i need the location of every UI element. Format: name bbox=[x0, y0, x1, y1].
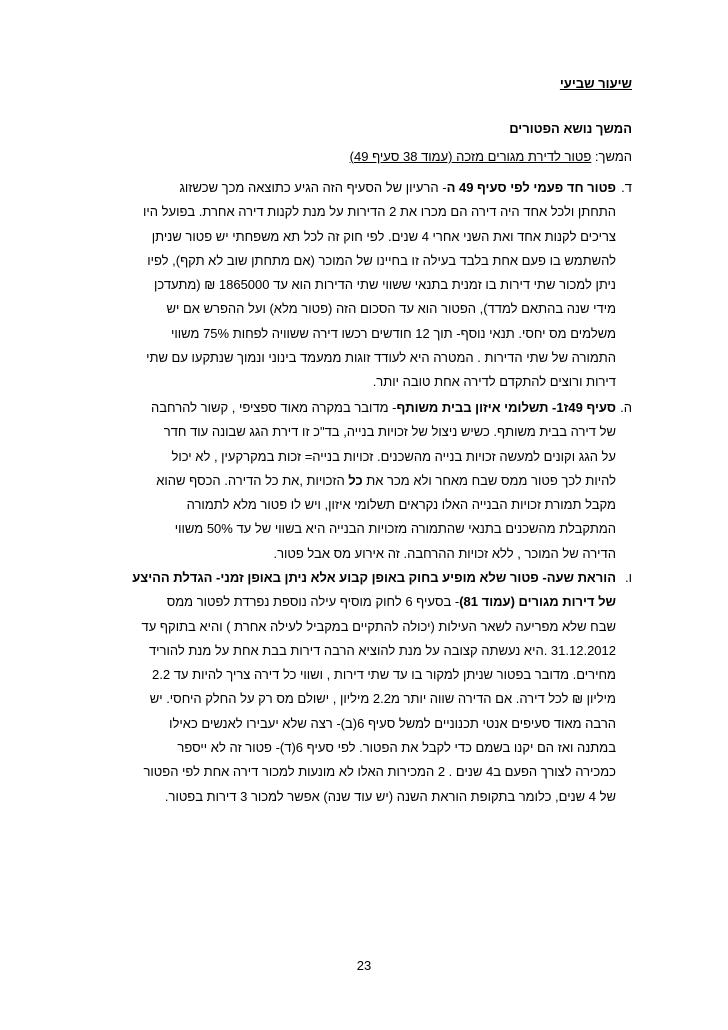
text-segment: הרבה מאוד סעיפים אנטי תכנוניים למשל סעיף 6(ב)- רצה שלא יעבירו לאנשים כאילו bbox=[169, 715, 616, 731]
text-line bbox=[96, 639, 616, 663]
text-line bbox=[96, 176, 616, 200]
bold-text: פטור חד פעמי לפי סעיף 49 ה bbox=[446, 180, 616, 195]
text-line bbox=[96, 225, 616, 249]
text-line bbox=[96, 493, 616, 517]
text-line bbox=[96, 200, 616, 224]
text-segment: - הרעיון של הסעיף הזה הגיע כתוצאה מכך שכשזוג bbox=[179, 180, 447, 195]
text-segment: הזכויות ,את כל הדירה. הכסף שהוא bbox=[156, 472, 349, 488]
text-segment: על הגג וקונים למעשה זכויות בנייה מהשכנים. זכויות בנייה= זכות במקרקעין , לא יכול bbox=[171, 448, 616, 464]
text-segment: כמכירה לצורך הפעם ב4 שנים . 2 המכירות האלו לא מונעות למכור דירה אחת לפי הפטור bbox=[143, 764, 616, 780]
text-line bbox=[96, 322, 616, 346]
bold-text: של דירות מגורים (עמוד 81) bbox=[459, 594, 616, 610]
item-body bbox=[96, 566, 616, 809]
bold-text: כל bbox=[348, 472, 363, 488]
item-body bbox=[96, 396, 616, 566]
text-segment: מידי שנה בהתאם למדד), הפטור הוא עד הסכום הזה (פטור מלא) ועל ההפרש אם יש bbox=[166, 301, 616, 317]
continuation-line bbox=[350, 149, 632, 165]
text-segment: מחירים. מדובר בפטור שניתן למקור בו עד שתי דירות , ושווי כל דירה צריך להיות עד 2.2 bbox=[152, 667, 616, 683]
text-line bbox=[96, 420, 616, 444]
text-line bbox=[96, 249, 616, 273]
text-line bbox=[96, 615, 616, 639]
section-subheading: המשך נושא הפטורים bbox=[509, 121, 632, 136]
text-segment: מיליון ₪ לכל דירה. אם הדירה שווה יותר מ2.2 מיליון , ישולם מס רק על החלק היחסי. יש bbox=[149, 691, 616, 707]
text-line bbox=[96, 760, 616, 784]
text-line bbox=[96, 517, 616, 541]
text-line bbox=[96, 469, 616, 493]
continuation-reference: פטור לדירת מגורים מזכה (עמוד 38 סעיף 49) bbox=[349, 149, 592, 164]
text-line bbox=[96, 445, 616, 469]
text-segment: - בסעיף 6 לחוק מוסיף עילה נוספת נפרדת לפטור ממס bbox=[166, 594, 460, 610]
text-line bbox=[96, 663, 616, 687]
text-segment: המתקבלת מהשכנים בתנאי שהתמורה מזכויות הבנייה היא בשווי של עד 50% משווי bbox=[174, 521, 616, 537]
text-segment: להיות לכך פטור ממס שבח מאחר ולא מכר את bbox=[362, 472, 616, 488]
text-line bbox=[96, 590, 616, 614]
text-segment: להשתמש בו פעם אחת בלבד בעילה זו בחיינו של המוכר (אם מתחתן שוב לא תקף), לפיו bbox=[147, 252, 616, 268]
text-line bbox=[96, 346, 616, 370]
item-marker: ו. bbox=[625, 570, 632, 585]
text-segment: מקבל תמורת זכויות הבנייה האלו נקראים תשלומי איזון, ויש לו פטור מלא לתמורה bbox=[186, 497, 616, 513]
text-segment: של דירה בבית משותף. כשיש ניצול של זכויות בנייה, בד"כ זו דירת הגג שבונה עוד חדר bbox=[163, 424, 616, 440]
page-heading: שיעור שביעי bbox=[559, 76, 632, 91]
item-body bbox=[96, 176, 616, 395]
text-line bbox=[96, 273, 616, 297]
text-line bbox=[96, 785, 616, 809]
text-segment: - מדובר במקרה מאוד ספציפי , קשור להרחבה bbox=[151, 400, 397, 415]
text-line bbox=[96, 542, 616, 566]
item-marker: ה. bbox=[620, 400, 632, 415]
text-line bbox=[96, 566, 616, 590]
item-marker: ד. bbox=[621, 180, 632, 195]
page-number: 23 bbox=[356, 958, 372, 973]
text-segment: התחתן ולכל אחד היה דירה הם מכרו את 2 הדירות על מנת לקנות דירה אחרת. בפועל היו bbox=[143, 204, 616, 220]
text-segment: 31.12.2012 .היא נעשתה קצובה על מנת להוציא הרבה דירות בבת אחת על מנת להוריד bbox=[148, 642, 616, 658]
text-segment: במתנה ואז הם יקנו בשמם כדי לקבל את הפטור. לפי סעיף 6(ד)- פטור זה לא ייספר bbox=[177, 740, 616, 756]
text-line bbox=[96, 687, 616, 711]
text-segment: ניתן למכור שתי דירות בו זמנית בתנאי ששווי שתי הדירות הוא עד 1865000 ₪ (מתעדכן bbox=[154, 277, 616, 293]
text-segment: צריכים לקנות אחד ואת השני אחרי 4 שנים. לפי חוק זה לכל תא משפחתי יש פטור שניתן bbox=[151, 228, 616, 244]
bold-text: הוראת שעה- פטור שלא מופיע בחוק באופן קבוע אלא ניתן באופן זמני- הגדלת ההיצע bbox=[132, 570, 616, 585]
text-segment: הדירה של המוכר , ללא זכויות ההרחבה. זה אירוע מס אבל פטור. bbox=[273, 545, 616, 561]
text-segment: שבח שלא מפריעה לשאר העילות (יכולה להתקיים במקביל לעילה אחרת ) והיא בתוקף עד bbox=[141, 618, 616, 634]
text-segment: משלמים מס יחסי. תנאי נוסף- תוך 12 חודשים רכשו דירה ששוויה לפחות 75% משווי bbox=[171, 325, 616, 341]
continuation-label: המשך: bbox=[591, 149, 632, 164]
bold-text: סעיף 49ז1- תשלומי איזון בבית משותף bbox=[396, 400, 616, 415]
text-segment: של 4 שנים, כלומר בתקופת הוראת השנה (יש עוד שנה) אפשר למכור 3 דירות בפטור. bbox=[164, 788, 616, 804]
text-line bbox=[96, 736, 616, 760]
text-segment: דירות ורוצים להתקדם לדירה אחת טובה יותר. bbox=[372, 374, 616, 390]
text-line bbox=[96, 712, 616, 736]
text-line bbox=[96, 370, 616, 394]
text-line bbox=[96, 396, 616, 420]
text-line bbox=[96, 297, 616, 321]
text-segment: התמורה של שתי הדירות . המטרה היא לעודד זוגות ממעמד בינוני ונמוך שנתקעו עם שתי bbox=[146, 350, 616, 366]
